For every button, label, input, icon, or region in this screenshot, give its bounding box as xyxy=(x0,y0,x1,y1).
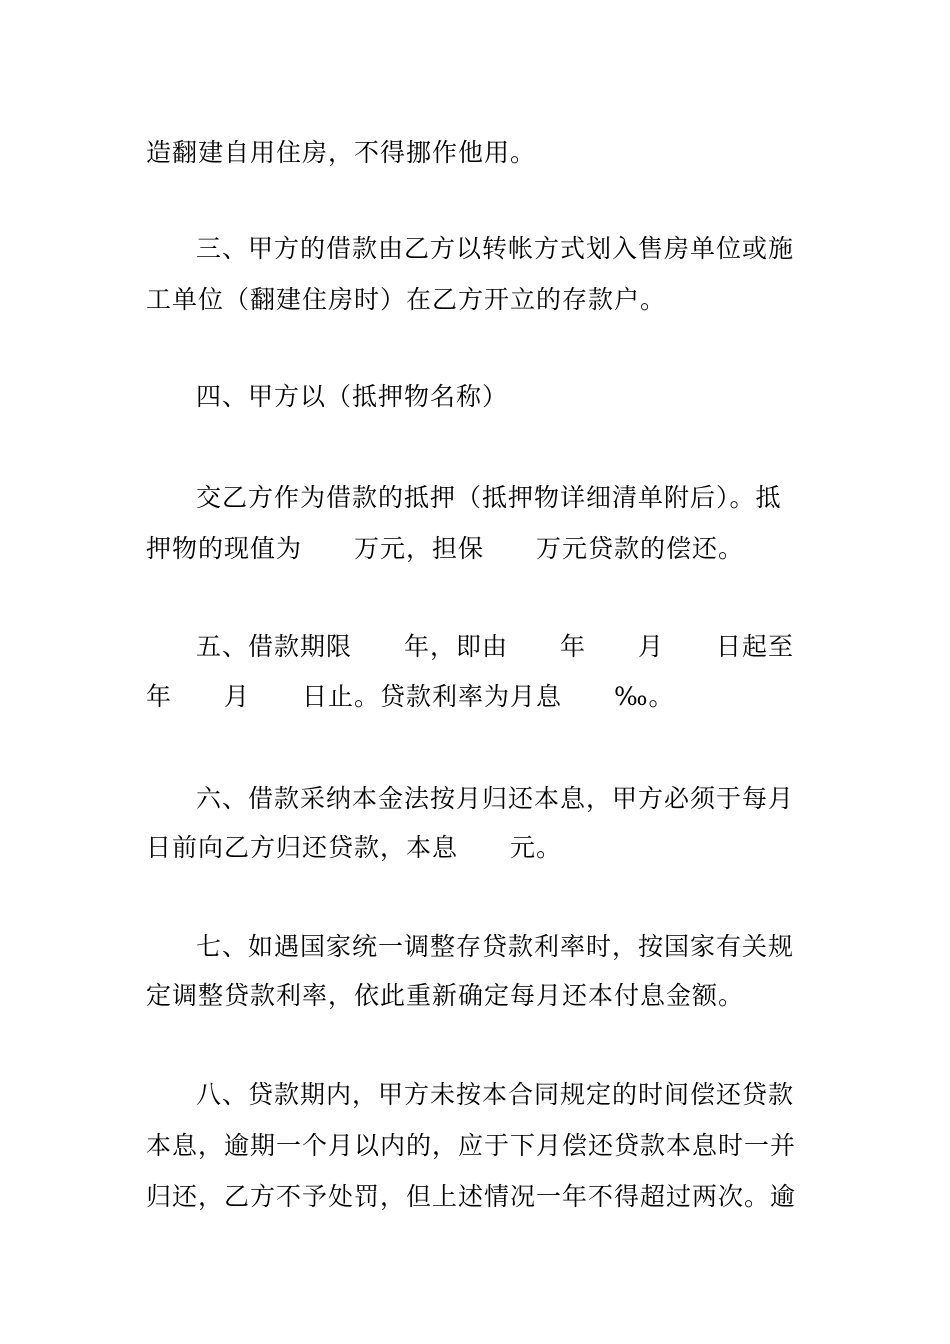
text-line: 造翻建自用住房，不得挪作他用。 xyxy=(146,138,537,167)
text-line: 五、借款期限 年，即由 年 月 日起至 xyxy=(196,632,795,661)
text-line: 六、借款采纳本金法按月归还本息，甲方必须于每月 xyxy=(196,784,795,813)
text-line: 本息，逾期一个月以内的，应于下月偿还贷款本息时一并 xyxy=(146,1131,797,1160)
text-line: 年 月 日止。贷款利率为月息 ‰。 xyxy=(146,682,675,711)
text-line: 归还，乙方不予处罚，但上述情况一年不得超过两次。逾 xyxy=(146,1182,797,1211)
text-line: 八、贷款期内，甲方未按本合同规定的时间偿还贷款 xyxy=(196,1080,795,1109)
text-line: 四、甲方以（抵押物名称） xyxy=(196,382,509,411)
text-line: 七、如遇国家统一调整存贷款利率时，按国家有关规 xyxy=(196,932,795,961)
text-line: 交乙方作为借款的抵押（抵押物详细清单附后）。抵 xyxy=(196,483,782,512)
text-line: 定调整贷款利率，依此重新确定每月还本付息金额。 xyxy=(146,981,745,1010)
text-line: 三、甲方的借款由乙方以转帐方式划入售房单位或施 xyxy=(196,234,795,263)
text-line: 工单位（翻建住房时）在乙方开立的存款户。 xyxy=(146,285,667,314)
text-line: 押物的现值为 万元，担保 万元贷款的偿还。 xyxy=(146,534,745,563)
text-line: 日前向乙方归还贷款，本息 元。 xyxy=(146,833,563,862)
